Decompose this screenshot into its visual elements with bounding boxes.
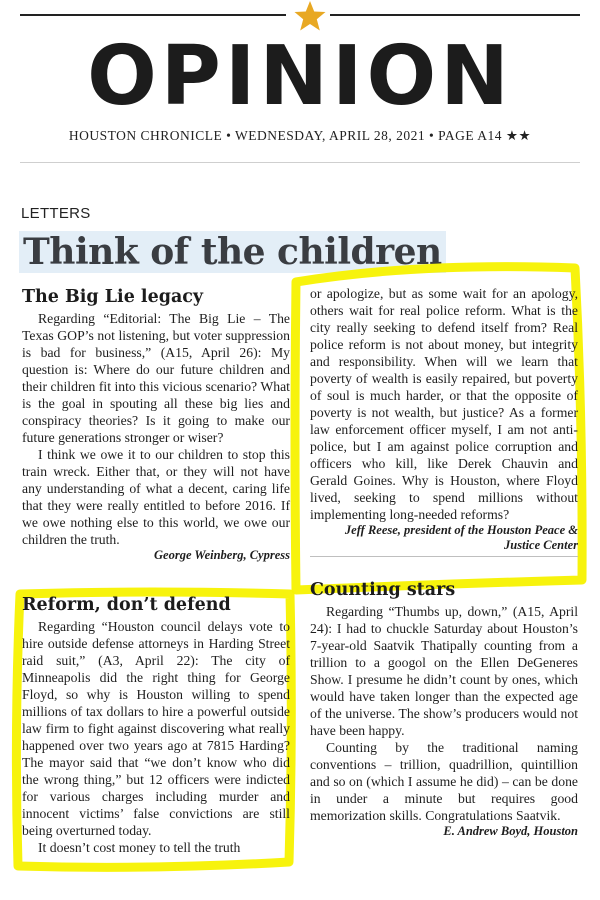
page-headline: Think of the children [19,231,446,273]
letter-paragraph: I think we owe it to our children to stop this train wreck. Either that, or they will not have any understanding of what a decent, caring life that they were really entitled to before 2016. If we owe nothing else to this world, we owe our children the truth. [22,447,290,547]
letter-reform [22,594,290,856]
letter-heading: The Big Lie legacy [22,287,204,307]
masthead-rule-left [20,14,286,16]
masthead-bottom-rule [20,162,580,163]
dateline: HOUSTON CHRONICLE • WEDNESDAY, APRIL 28, 2021 • PAGE A14 ★★ [68,128,532,143]
masthead [0,0,600,170]
letter-signature: Jeff Reese, president of the Houston Peace & Justice Center [310,523,578,557]
letter-paragraph: It doesn’t cost money to tell the truth [38,840,241,855]
letter-paragraph: or apologize, but as some wait for an apology, others wait for real police reform. What is the city really seeking to defend itself from? Real police reform is not about money, but integrity and responsibility. When will we learn that poverty of wealth is easily repaired, but poverty of soul is much harder, or that the opposite of poverty is not wealth, but justice? As a former law enforcement officer myself, I am not anti-police, but I am against police corruption and officers who kill, like Derek Chauvin and Gerald Goines. Why is Houston, where Floyd lived, seeking to spend millions without implementing long-needed reforms? [310,286,578,522]
section-label: LETTERS [21,205,91,222]
letter-paragraph: Counting by the traditional naming conventions – trillion, quadrillion, quintillion and so on (which I assume he did) – can be done in under a minute but requires good memorization skills. Congratulations Saatvik. [310,740,578,823]
section-title: OPINION [87,29,513,124]
letter-big-lie [22,286,290,563]
letter-reform-continued [310,285,578,561]
letter-signature: E. Andrew Boyd, Houston [443,824,578,838]
masthead-rule-right [330,14,580,16]
letter-counting-stars [310,579,578,839]
letter-heading: Reform, don’t defend [22,595,231,615]
letter-paragraph: Regarding “Houston council delays vote to hire outside defense attorneys in Harding Street raid suit,” (A3, April 22): The city of Minneapolis did the right thing for George Floyd, so why is Houston willing to spend millions of tax dollars to hire a powerful outside law firm to fight against discovering what really happened over two years ago at 7815 Harding? The mayor said that “we don’t know who did the wrong thing,” but 12 officers were indicted for various charges including murder and innocent victims’ false convictions are still being overturned today. [22,619,290,838]
letter-paragraph: Regarding “Thumbs up, down,” (A15, April 24): I had to chuckle Saturday about Houston’s 7-year-old Saatvik Thatipally counting from a trillion to a googol on the Ellen DeGeneres Show. I presume he didn’t count by ones, which would have taken longer than the expected age of the universe. The show’s producers would not have been happy. [310,604,578,738]
star-icon [292,0,328,32]
letter-signature: George Weinberg, Cypress [154,548,290,562]
letter-heading: Counting stars [310,580,456,600]
letter-paragraph: Regarding “Editorial: The Big Lie – The Texas GOP’s not listening, but voter suppression is bad for business,” (A15, April 26): My question is: Where do our future children and their children fit into this vicious scenario? What is the goal in spouting all these big lies and conspiracy theories? Is it going to make our future generations stronger or wiser? [22,311,290,445]
